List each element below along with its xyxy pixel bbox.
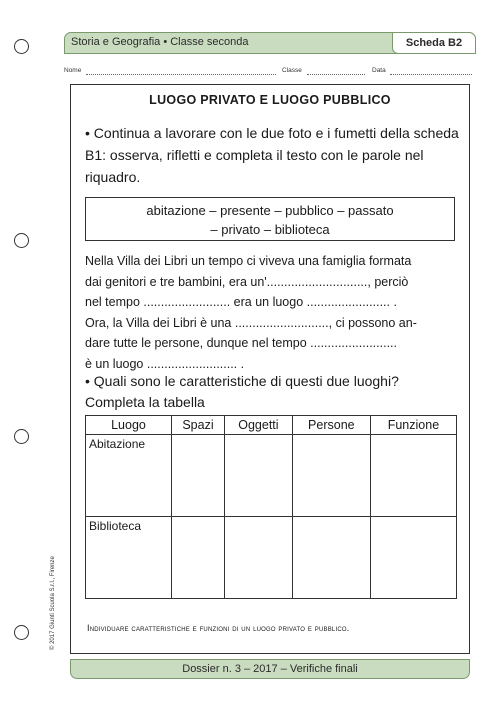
dossier-footer: Dossier n. 3 – 2017 – Verifiche finali	[70, 659, 470, 679]
copyright-notice: © 2017 Giunti Scuola S.r.l., Firenze	[50, 556, 56, 650]
word-box-line-2: – privato – biblioteca	[210, 222, 330, 237]
word-box-line-1: abitazione – presente – pubblico – passato	[146, 203, 394, 218]
table-cell[interactable]	[370, 435, 456, 517]
table-cell[interactable]	[224, 435, 292, 517]
row-label-biblioteca: Biblioteca	[86, 517, 172, 599]
cloze-line-2: dai genitori e tre bambini, era un'............................., perciò	[85, 274, 409, 289]
table-cell[interactable]	[292, 435, 370, 517]
cloze-line-5: dare tutte le persone, dunque nel tempo .........................	[85, 336, 397, 350]
worksheet-title: LUOGO PRIVATO E LUOGO PUBBLICO	[149, 93, 391, 107]
student-info-line	[64, 67, 474, 79]
cloze-line-1: Nella Villa dei Libri un tempo ci viveva una famiglia formata	[85, 254, 412, 268]
binder-hole-middle-upper	[14, 233, 29, 248]
cloze-text	[85, 251, 460, 374]
row-label-abitazione: Abitazione	[86, 435, 172, 517]
worksheet-frame	[70, 84, 470, 654]
col-header-oggetti: Oggetti	[224, 416, 292, 435]
classe-field[interactable]	[307, 67, 365, 75]
cloze-line-3: nel tempo ......................... era un luogo ........................ .	[85, 295, 397, 309]
characteristics-table	[85, 415, 457, 599]
col-header-spazi: Spazi	[172, 416, 225, 435]
table-cell[interactable]	[292, 517, 370, 599]
header-title: Storia e Geografia • Classe seconda	[71, 36, 249, 48]
binder-hole-top	[14, 39, 29, 54]
nome-label: Nome	[64, 67, 82, 74]
instruction-2	[85, 371, 460, 413]
word-box	[85, 197, 455, 241]
instruction-2-line-2: Completa la tabella	[85, 394, 205, 410]
nome-field[interactable]	[86, 67, 276, 75]
table-cell[interactable]	[172, 435, 225, 517]
data-label: Data	[372, 67, 386, 74]
table-row	[86, 517, 457, 599]
col-header-persone: Persone	[292, 416, 370, 435]
instruction-1: • Continua a lavorare con le due foto e i fumetti della scheda B1: osserva, rifletti e completa il testo con le parole nel riquadro.	[85, 125, 459, 185]
table-cell[interactable]	[172, 517, 225, 599]
table-cell[interactable]	[370, 517, 456, 599]
scheda-label: Scheda B2	[392, 32, 476, 54]
instruction-2-line-1: • Quali sono le caratteristiche di questi due luoghi?	[85, 373, 399, 389]
col-header-funzione: Funzione	[370, 416, 456, 435]
table-header-row	[86, 416, 457, 435]
learning-objective: Individuare caratteristiche e funzioni di un luogo privato e pubblico.	[87, 623, 350, 633]
table-cell[interactable]	[224, 517, 292, 599]
classe-label: Classe	[282, 67, 302, 74]
data-field[interactable]	[390, 67, 472, 75]
cloze-line-6: è un luogo .......................... .	[85, 356, 245, 371]
cloze-line-4: Ora, la Villa dei Libri è una ..........................., ci possono an-	[85, 315, 417, 330]
header-bar	[64, 32, 476, 54]
binder-hole-middle-lower	[14, 429, 29, 444]
binder-hole-bottom	[14, 625, 29, 640]
table-row	[86, 435, 457, 517]
col-header-luogo: Luogo	[86, 416, 172, 435]
